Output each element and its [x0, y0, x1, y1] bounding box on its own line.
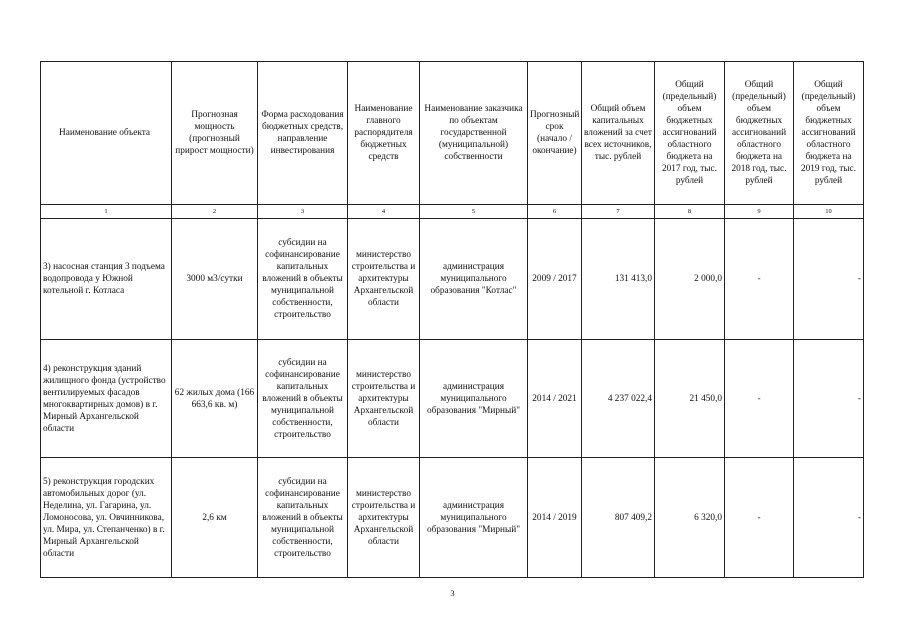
cell-total-investment: 131 413,0 [582, 219, 655, 340]
cell-budget-2018: - [725, 458, 794, 578]
cell-capacity: 62 жилых дома (166 663,6 кв. м) [172, 340, 258, 458]
cell-budget-manager: министерство строительства и архитектуры Архангельской области [348, 340, 420, 458]
column-number: 6 [528, 205, 582, 219]
cell-total-investment: 4 237 022,4 [582, 340, 655, 458]
cell-budget-manager: министерство строительства и архитектуры Архангельской области [348, 458, 420, 578]
header-budget-2017: Общий (предельный) объем бюджетных ассигнований областного бюджета на 2017 год, тыс. рублей [655, 62, 725, 205]
table-row [41, 458, 864, 578]
cell-capacity: 2,6 км [172, 458, 258, 578]
header-total-investment: Общий объем капитальных вложений за счет всех источников, тыс. рублей [582, 62, 655, 205]
cell-budget-manager: министерство строительства и архитектуры Архангельской области [348, 219, 420, 340]
column-number: 9 [725, 205, 794, 219]
cell-budget-2017: 6 320,0 [655, 458, 725, 578]
cell-period: 2014 / 2021 [528, 340, 582, 458]
header-row [41, 62, 864, 205]
header-customer: Наименование заказчика по объектам государственной (муниципальной) собственности [420, 62, 528, 205]
cell-spending-form: субсидии на софинансирование капитальных вложений в объекты муниципальной собственности, строительство [258, 219, 348, 340]
cell-budget-2019: - [794, 340, 864, 458]
cell-budget-2018: - [725, 340, 794, 458]
header-budget-2018: Общий (предельный) объем бюджетных ассигнований областного бюджета на 2018 год, тыс. рублей [725, 62, 794, 205]
header-period: Прогнозный срок (начало / окончание) [528, 62, 582, 205]
capital-investment-table [40, 61, 864, 578]
header-spending-form: Форма расходования бюджетных средств, направление инвестирования [258, 62, 348, 205]
cell-budget-2017: 21 450,0 [655, 340, 725, 458]
cell-capacity: 3000 м3/сутки [172, 219, 258, 340]
column-number: 8 [655, 205, 725, 219]
cell-period: 2009 / 2017 [528, 219, 582, 340]
page-number: 3 [450, 588, 455, 598]
header-budget-manager: Наименование главного распорядителя бюджетных средств [348, 62, 420, 205]
column-number: 10 [794, 205, 864, 219]
column-number-row [41, 205, 864, 219]
column-number: 7 [582, 205, 655, 219]
cell-object-name: 4) реконструкция зданий жилищного фонда (устройство вентилируемых фасадов многоквартирных домов) в г. Мирный Архангельской области [41, 340, 172, 458]
column-number: 1 [41, 205, 172, 219]
cell-total-investment: 807 409,2 [582, 458, 655, 578]
cell-budget-2019: - [794, 219, 864, 340]
header-object-name: Наименование объекта [41, 62, 172, 205]
table-row [41, 219, 864, 340]
cell-spending-form: субсидии на софинансирование капитальных вложений в объекты муниципальной собственности, строительство [258, 458, 348, 578]
cell-object-name: 3) насосная станция 3 подъема водопровода у Южной котельной г. Котласа [41, 219, 172, 340]
cell-budget-2017: 2 000,0 [655, 219, 725, 340]
cell-customer: администрация муниципального образования "Мирный" [420, 340, 528, 458]
cell-customer: администрация муниципального образования "Мирный" [420, 458, 528, 578]
column-number: 2 [172, 205, 258, 219]
cell-budget-2019: - [794, 458, 864, 578]
column-number: 4 [348, 205, 420, 219]
column-number: 3 [258, 205, 348, 219]
column-number: 5 [420, 205, 528, 219]
table-row [41, 340, 864, 458]
cell-object-name: 5) реконструкция городских автомобильных дорог (ул. Неделина, ул. Гагарина, ул. Ломоносова, ул. Овчинникова, ул. Мира, ул. Степанченко) в г. Мирный Архангельской области [41, 458, 172, 578]
cell-spending-form: субсидии на софинансирование капитальных вложений в объекты муниципальной собственности, строительство [258, 340, 348, 458]
cell-customer: администрация муниципального образования "Котлас" [420, 219, 528, 340]
cell-period: 2014 / 2019 [528, 458, 582, 578]
header-capacity: Прогнозная мощность (прогнозный прирост мощности) [172, 62, 258, 205]
cell-budget-2018: - [725, 219, 794, 340]
header-budget-2019: Общий (предельный) объем бюджетных ассигнований областного бюджета на 2019 год, тыс. рублей [794, 62, 864, 205]
